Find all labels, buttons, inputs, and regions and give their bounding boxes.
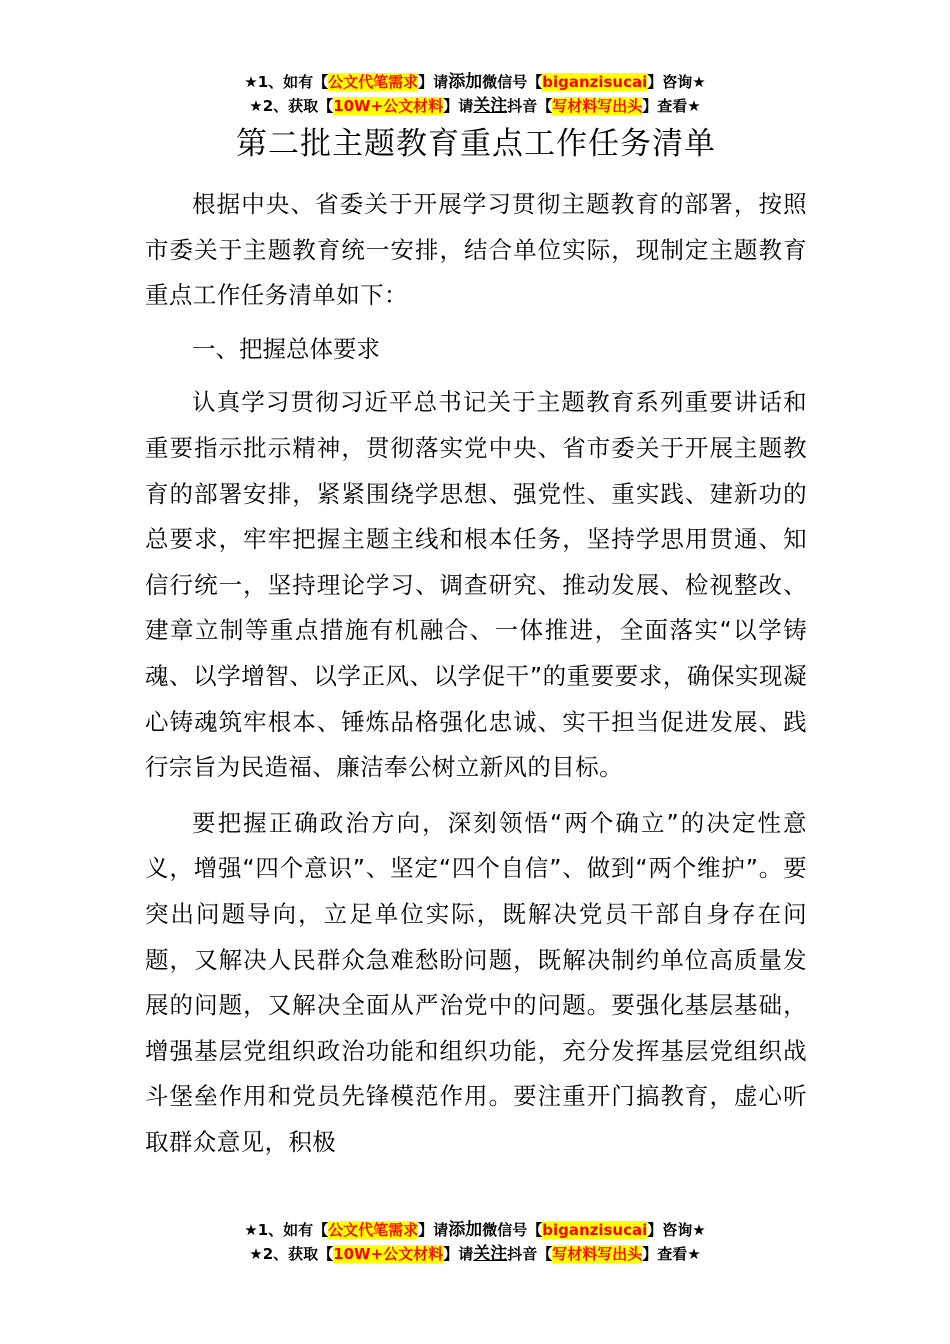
intro-paragraph: 根据中央、省委关于开展学习贯彻主题教育的部署，按照市委关于主题教育统一安排，结合单位实际，现制定主题教育重点工作任务清单如下：	[145, 190, 807, 310]
bottom-banner	[0, 1218, 950, 1266]
document-body	[145, 120, 807, 1165]
banner-highlight: 10W+公文材料	[333, 1245, 444, 1263]
body-paragraph: 认真学习贯彻习近平总书记关于主题教育系列重要讲话和重要指示批示精神，贯彻落实党中央、省市委关于开展主题教育的部署安排，紧紧围绕学思想、强党性、重实践、建新功的总要求，牢牢把握主题主线和根本任务，坚持学思用贯通、知信行统一，坚持理论学习、调查研究、推动发展、检视整改、建章立制等重点措施有机融合、一体推进，全面落实“以学铸魂、以学增智、以学正风、以学促干”的重要要求，确保实现凝心铸魂筑牢根本、锤炼品格强化忠诚、实干担当促进发展、践行宗旨为民造福、廉洁奉公树立新风的目标。	[145, 388, 807, 782]
section-heading: 一、把握总体要求	[192, 334, 380, 363]
banner-line-1: ★1、如有【公文代笔需求】请添加微信号【biganzisucai】咨询★	[244, 72, 706, 92]
banner-highlight: 10W+公文材料	[333, 97, 444, 115]
banner-highlight: 公文代笔需求	[328, 73, 419, 91]
banner-line-2: ★2、获取【10W+公文材料】请关注抖音【写材料写出头】查看★	[249, 1244, 701, 1264]
banner-line-2: ★2、获取【10W+公文材料】请关注抖音【写材料写出头】查看★	[249, 96, 701, 116]
banner-douyin-id: 写材料写出头	[552, 1245, 643, 1263]
banner-line-1: ★1、如有【公文代笔需求】请添加微信号【biganzisucai】咨询★	[244, 1220, 706, 1240]
top-banner	[0, 70, 950, 118]
body-paragraph: 要把握正确政治方向，深刻领悟“两个确立”的决定性意义，增强“四个意识”、坚定“四个自信”、做到“两个维护”。要突出问题导向，立足单位实际，既解决党员干部自身存在问题，又解决人民群众急难愁盼问题，既解决制约单位高质量发展的问题，又解决全面从严治党中的问题。要强化基层基础，增强基层党组织政治功能和组织功能，充分发挥基层党组织战斗堡垒作用和党员先锋模范作用。要注重开门搞教育，虚心听取群众意见，积极	[145, 808, 807, 1156]
banner-wechat-id: biganzisucai	[542, 1221, 648, 1239]
banner-wechat-id: biganzisucai	[542, 73, 648, 91]
document-title: 第二批主题教育重点工作任务清单	[236, 126, 716, 162]
banner-douyin-id: 写材料写出头	[552, 97, 643, 115]
banner-highlight: 公文代笔需求	[328, 1221, 419, 1239]
